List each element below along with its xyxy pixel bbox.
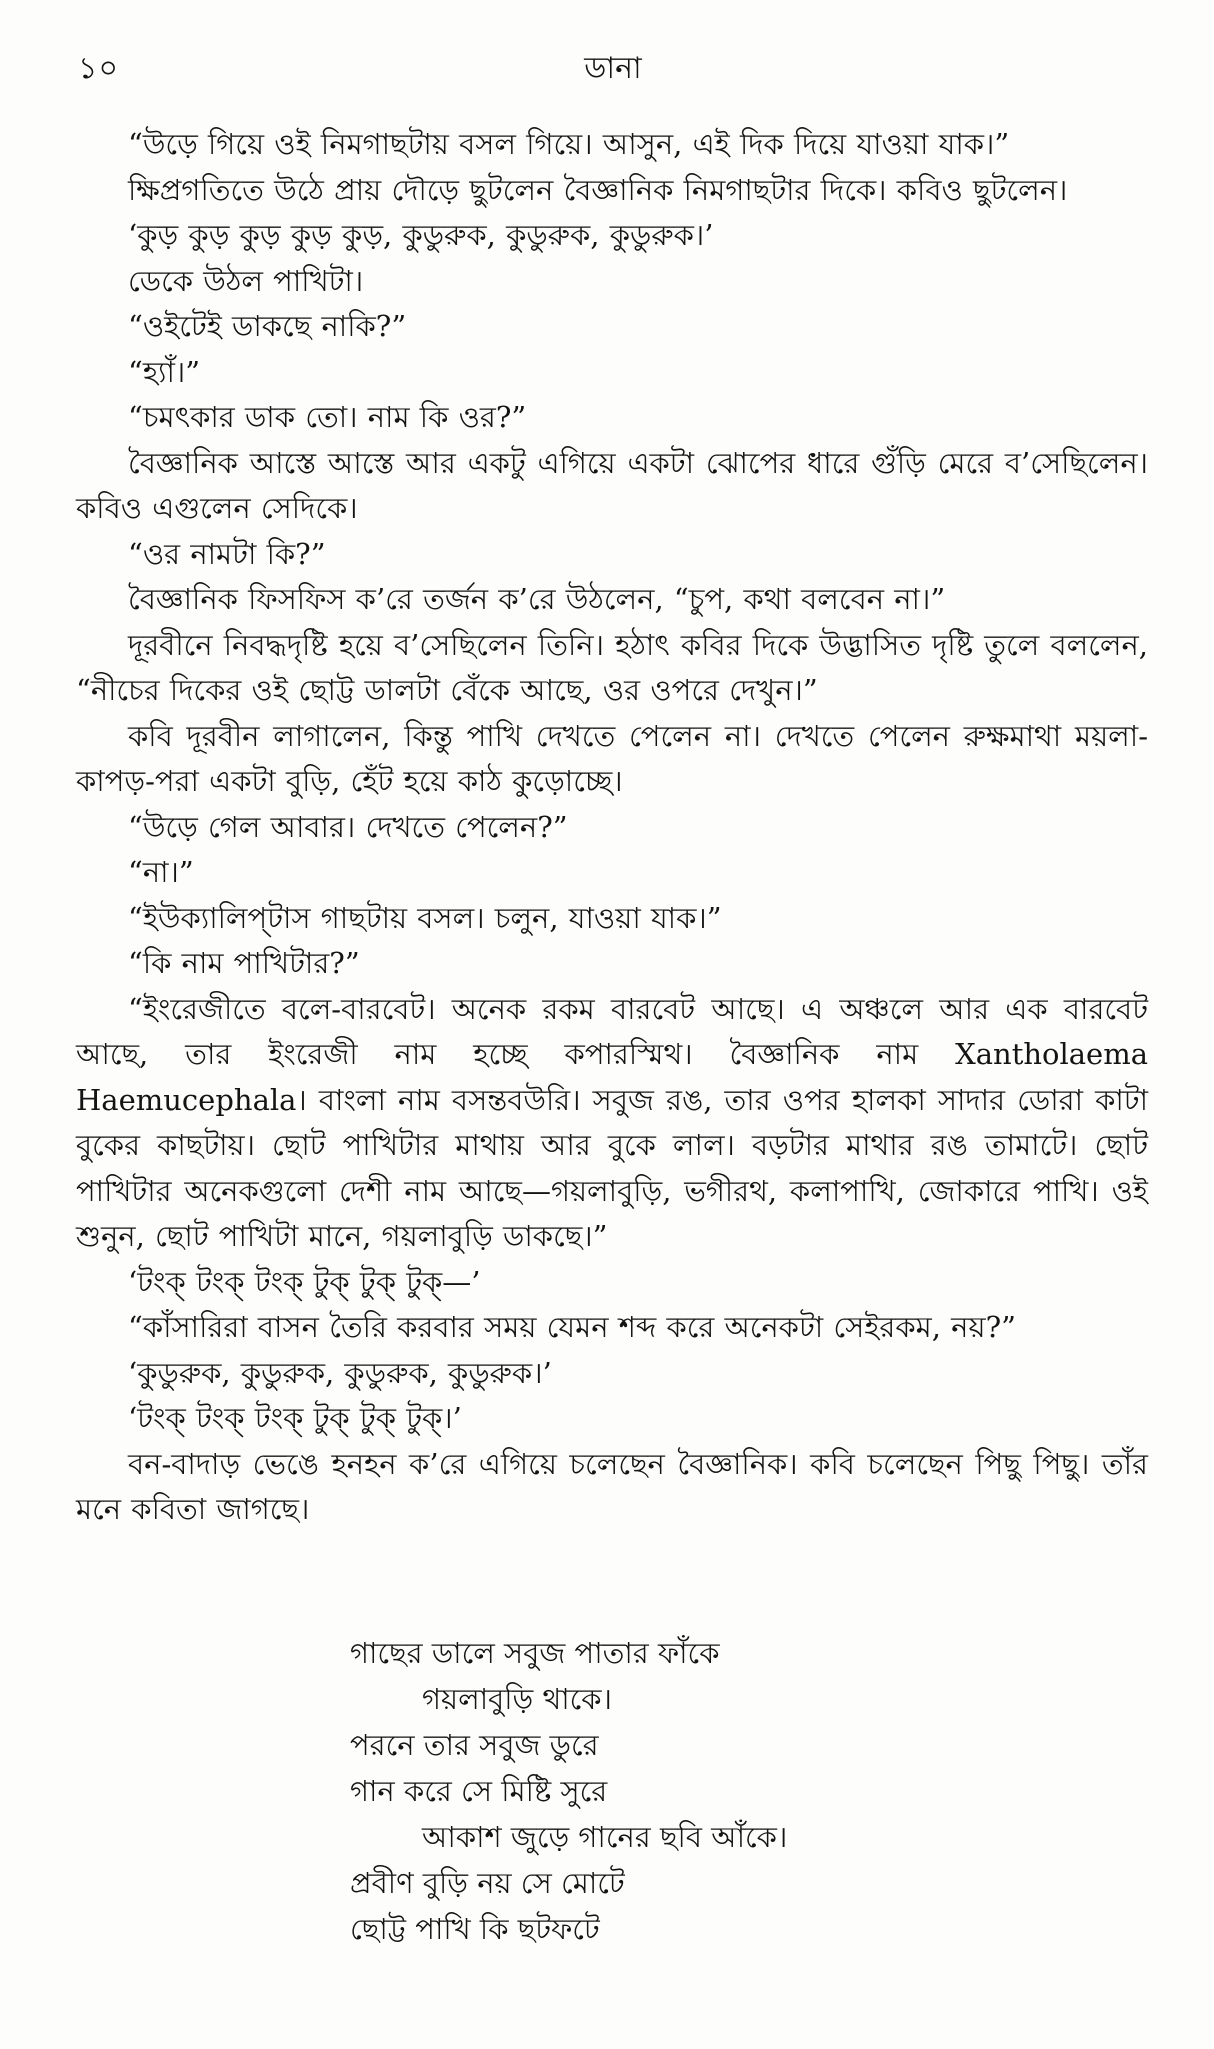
paragraph: “ওইটেই ডাকছে নাকি?”	[128, 309, 407, 343]
poem-line: গাছের ডালে সবুজ পাতার ফাঁকে	[350, 1636, 720, 1670]
poem-block	[350, 1630, 1050, 1952]
page-header	[78, 44, 1148, 92]
paragraph: দূরবীনে নিবদ্ধদৃষ্টি হয়ে ব’সেছিলেন তিনি। হঠাৎ কবির দিকে উদ্ভাসিত দৃষ্টি তুলে বললেন, “নীচের দিকের ওই ছোট্ট ডালটা বেঁকে আছে, ওর ওপরে দেখুন।”	[76, 627, 1148, 707]
paragraph: ক্ষিপ্রগতিতে উঠে প্রায় দৌড়ে ছুটলেন বৈজ্ঞানিক নিমগাছটার দিকে। কবিও ছুটলেন।	[128, 172, 1068, 207]
body-text	[76, 122, 1148, 1533]
paragraph: “ইউক্যালিপ্‌টাস গাছটায় বসল। চলুন, যাওয়া যাক।”	[128, 900, 722, 935]
paragraph: “ইংরেজীতে বলে-বারবেট। অনেক রকম বারবেট আছে। এ অঞ্চলে আর এক বারবেট আছে, তার ইংরেজী নাম হচ্ছে কপারস্মিথ। বৈজ্ঞানিক নাম Xantholaema Haemucephala। বাংলা নাম বসন্তবউরি। সবুজ রঙ, তার ওপর হালকা সাদার ডোরা কাটা বুকের কাছটায়। ছোট পাখিটার মাথায় আর বুকে লাল। বড়টার মাথার রঙ তামাটে। ছোট পাখিটার অনেকগুলো দেশী নাম আছে—গয়লাবুড়ি, ভগীরথ, কলাপাখি, জোকারে পাখি। ওই শুনুন, ছোট পাখিটা মানে, গয়লাবুড়ি ডাকছে।”	[76, 991, 1148, 1253]
paragraph: বন-বাদাড় ভেঙে হনহন ক’রে এগিয়ে চলেছেন বৈজ্ঞানিক। কবি চলেছেন পিছু পিছু। তাঁর মনে কবিতা জাগছে।	[76, 1446, 1148, 1526]
paragraph: বৈজ্ঞানিক ফিসফিস ক’রে তর্জন ক’রে উঠলেন, “চুপ, কথা বলবেন না।”	[128, 582, 946, 616]
paragraph: কবি দূরবীন লাগালেন, কিন্তু পাখি দেখতে পেলেন না। দেখতে পেলেন রুক্ষমাথা ময়লা-কাপড়-পরা একটা বুড়ি, হেঁট হয়ে কাঠ কুড়োচ্ছে।	[76, 718, 1148, 798]
poem-line: পরনে তার সবুজ ডুরে	[350, 1728, 599, 1762]
poem-line: ছোট্ট পাখি কি ছটফটে	[350, 1912, 600, 1946]
paragraph: ‘কুড় কুড় কুড় কুড় কুড়, কুডুরুক, কুডুরুক, কুডুরুক।’	[128, 218, 714, 252]
paragraph: “কি নাম পাখিটার?”	[128, 946, 360, 980]
poem-line: গান করে সে মিষ্টি সুরে	[350, 1774, 608, 1808]
poem-line: গয়লাবুড়ি থাকে।	[422, 1682, 612, 1716]
paragraph: “ওর নামটা কি?”	[128, 536, 326, 571]
paragraph: ডেকে উঠল পাখিটা।	[128, 263, 364, 298]
paragraph: “উড়ে গেল আবার। দেখতে পেলেন?”	[128, 809, 568, 844]
paragraph: ‘কুডুরুক, কুডুরুক, কুডুরুক, কুডুরুক।’	[128, 1355, 552, 1390]
poem-line: প্রবীণ বুড়ি নয় সে মোটে	[350, 1866, 625, 1900]
paragraph: ‘টংক্ টংক্ টংক্ টুক্ টুক্ টুক্।’	[128, 1401, 462, 1435]
paragraph: ‘টংক্ টংক্ টংক্ টুক্ টুক্ টুক্—’	[128, 1264, 481, 1299]
paragraph: বৈজ্ঞানিক আস্তে আস্তে আর একটু এগিয়ে একটা ঝোপের ধারে গুঁড়ি মেরে ব’সেছিলেন। কবিও এগুলেন সেদিকে।	[76, 445, 1148, 525]
page-number: ১০	[78, 51, 119, 86]
paragraph: “না।”	[128, 855, 194, 889]
paragraph: “কাঁসারিরা বাসন তৈরি করবার সময় যেমন শব্দ করে অনেকটা সেইরকম, নয়?”	[128, 1310, 1016, 1344]
paragraph: “উড়ে গিয়ে ওই নিমগাছটায় বসল গিয়ে। আসুন, এই দিক দিয়ে যাওয়া যাক।”	[128, 127, 1010, 161]
paragraph: “হ্যাঁ।”	[128, 354, 201, 389]
poem-line: আকাশ জুড়ে গানের ছবি আঁকে।	[422, 1820, 788, 1854]
running-title: ডানা	[584, 51, 642, 86]
paragraph: “চমৎকার ডাক তো। নাম কি ওর?”	[128, 400, 527, 434]
